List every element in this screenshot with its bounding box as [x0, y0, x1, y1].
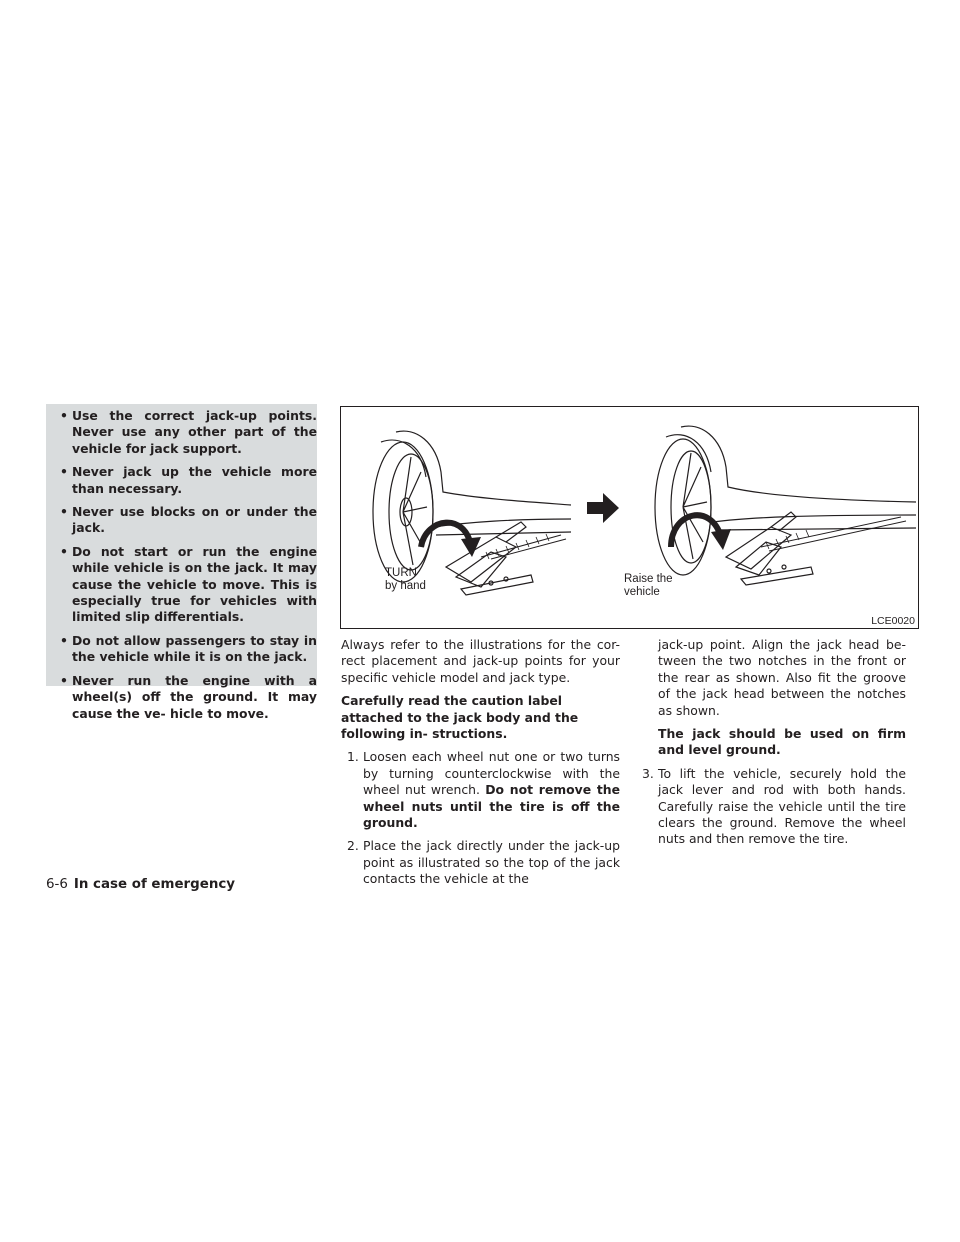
jack-illustration	[340, 406, 919, 629]
bullet: •	[60, 672, 68, 688]
section-title: In case of emergency	[73, 877, 236, 892]
step-2	[341, 838, 620, 887]
step-number: 3.	[642, 765, 654, 781]
step-text: Loosen each wheel nut one or two turns by turning counterclockwise with the wheel nut wrench.	[363, 749, 620, 798]
intro-paragraph: Always refer to the illustrations for the cor- rect placement and jack-up points for your specific vehicle model and jack type.	[341, 637, 620, 685]
step-3	[636, 766, 906, 848]
raise-vehicle-label	[624, 573, 673, 599]
right-column	[636, 637, 906, 855]
caution-item-text: Do not allow passengers to stay in the vehicle while it is on the jack.	[72, 632, 317, 665]
step-text: To lift the vehicle, securely hold the jack lever and rod with both hands. Carefully raise the vehicle until the tire clears the ground. Remove the wheel nuts and then remove the tire.	[658, 765, 906, 847]
step-text: Place the jack directly under the jack-up point as illustrated so the top of the jack contacts the vehicle at the	[363, 838, 620, 887]
caution-item	[46, 504, 317, 537]
page-footer	[46, 877, 235, 892]
step-number: 1.	[347, 749, 359, 765]
step-warning: Do not remove the wheel nuts until the tire is off the ground.	[363, 782, 620, 831]
page-number: 6-6	[46, 877, 68, 892]
turn-by-hand-label	[385, 567, 426, 593]
label-line: by hand	[385, 580, 426, 592]
step-2-continued: jack-up point. Align the jack head be- tween the two notches in the front or the rear as shown. Also fit the groove of the jack head between the notches as shown.	[658, 637, 906, 718]
label-line: TURN	[385, 567, 417, 579]
right-scene	[655, 426, 916, 585]
caution-box	[46, 404, 317, 721]
right-arrow-icon	[587, 493, 619, 523]
bullet: •	[60, 408, 68, 423]
step-1	[341, 749, 620, 831]
bullet: •	[60, 632, 68, 648]
caution-item	[46, 464, 317, 497]
caution-item	[46, 544, 317, 626]
figure-code: LCE0020	[871, 615, 915, 627]
caution-item-text: Use the correct jack-up points. Never use any other part of the vehicle for jack support.	[72, 408, 317, 456]
caution-item	[46, 633, 317, 666]
label-line: vehicle	[624, 586, 660, 598]
caution-item-text: Never jack up the vehicle more than necessary.	[72, 464, 317, 496]
instruction-heading: Carefully read the caution label attached to the jack body and the following in- structions.	[341, 693, 579, 742]
middle-column	[341, 637, 620, 895]
bullet: •	[60, 543, 68, 559]
caution-item-text: Never run the engine with a wheel(s) off the ground. It may cause the ve- hicle to move.	[72, 672, 317, 721]
caution-item	[46, 673, 317, 722]
step-number: 2.	[347, 838, 359, 854]
step-2-warning: The jack should be used on firm and level ground.	[658, 726, 906, 758]
caution-list	[46, 408, 317, 722]
label-line: Raise the	[624, 573, 673, 585]
caution-item	[46, 408, 317, 457]
bullet: •	[60, 464, 68, 480]
caution-item-text: Do not start or run the engine while vehicle is on the jack. It may cause the vehicle to move. This is especially true for vehicles with limited slip differentials.	[72, 543, 317, 625]
caution-item-text: Never use blocks on or under the jack.	[72, 504, 317, 536]
bullet: •	[60, 504, 68, 520]
